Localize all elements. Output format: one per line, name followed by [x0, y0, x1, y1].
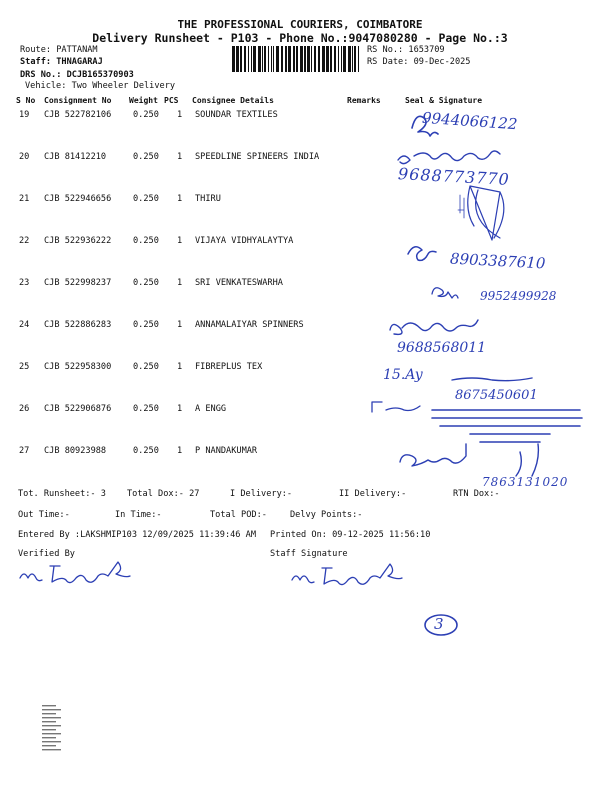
signature-phone: 8675450601	[455, 388, 538, 403]
row-weight: 0.250	[133, 152, 159, 162]
row-pcs: 1	[177, 446, 183, 456]
tot-runsheet: Tot. Runsheet:- 3	[18, 489, 106, 499]
signature-phone: 9944066122	[421, 108, 518, 134]
row-pcs: 1	[177, 404, 183, 414]
small-print-line	[42, 709, 61, 710]
row-sno: 27	[19, 446, 30, 456]
row-sno: 20	[19, 152, 30, 162]
small-print-line	[42, 733, 61, 734]
row-weight: 0.250	[133, 110, 159, 120]
signature-scribble	[398, 151, 500, 164]
signature-scribble	[412, 116, 438, 136]
row-pcs: 1	[177, 110, 183, 120]
row-consignee: SRI VENKATESWARHA	[195, 278, 283, 288]
row-pcs: 1	[177, 362, 183, 372]
row-sno: 25	[19, 362, 30, 372]
verified-signature	[20, 562, 130, 583]
runsheet-subtitle: Delivery Runsheet - P103 - Phone No.:9047080280 - Page No.:3	[92, 31, 508, 45]
total-pod: Total POD:-	[210, 510, 267, 520]
out-time: Out Time:-	[18, 510, 70, 520]
row-consignee: THIRU	[195, 194, 221, 204]
signature-text: 15.Ay	[383, 367, 423, 383]
row-pcs: 1	[177, 236, 183, 246]
signature-scribble	[372, 402, 420, 412]
printed-on: Printed On: 09-12-2025 11:56:10	[270, 530, 431, 540]
rtn-dox: RTN Dox:-	[453, 489, 500, 499]
delvy-points: Delvy Points:-	[290, 510, 363, 520]
row-consignee: SOUNDAR TEXTILES	[195, 110, 278, 120]
row-weight: 0.250	[133, 404, 159, 414]
row-weight: 0.250	[133, 362, 159, 372]
signature-phone: 8903387610	[449, 249, 546, 273]
circled-page-number: 3	[434, 615, 444, 633]
row-weight: 0.250	[133, 236, 159, 246]
row-consignment: CJB 522946656	[44, 194, 112, 204]
small-print-line	[42, 721, 56, 722]
verified-by-label: Verified By	[18, 549, 75, 559]
row-pcs: 1	[177, 278, 183, 288]
total-dox: Total Dox:- 27	[127, 489, 200, 499]
small-print-line	[42, 745, 56, 746]
row-consignment: CJB 80923988	[44, 446, 107, 456]
row-weight: 0.250	[133, 446, 159, 456]
col-consignee: Consignee Details	[192, 96, 274, 105]
drs-number: DRS No.: DCJB165370903	[20, 70, 134, 80]
signature-scribble	[408, 247, 436, 261]
row-sno: 24	[19, 320, 30, 330]
row-pcs: 1	[177, 152, 183, 162]
signature-scribble	[390, 320, 478, 334]
row-consignee: A ENGG	[195, 404, 227, 414]
col-seal-signature: Seal & Signature	[405, 96, 483, 105]
signature-scribble	[468, 186, 504, 240]
small-print-line	[42, 741, 61, 742]
signature-scribble	[452, 378, 532, 381]
row-sno: 23	[19, 278, 30, 288]
row-weight: 0.250	[133, 194, 159, 204]
col-remarks: Remarks	[347, 96, 381, 105]
col-weight: Weight	[129, 96, 158, 105]
row-consignment: CJB 522998237	[44, 278, 112, 288]
staff-signature	[292, 564, 402, 585]
signature-phone: 9688568011	[397, 340, 487, 356]
vehicle-label: Vehicle: Two Wheeler Delivery	[25, 81, 176, 91]
row-sno: 19	[19, 110, 30, 120]
small-print-line	[42, 717, 61, 718]
small-print-line	[42, 705, 56, 706]
small-print-line	[42, 729, 56, 730]
row-consignee: SPEEDLINE SPINEERS INDIA	[195, 152, 320, 162]
small-print-block	[40, 705, 70, 755]
small-print-line	[42, 725, 61, 726]
row-pcs: 1	[177, 194, 183, 204]
entered-by: Entered By :LAKSHMIP103 12/09/2025 11:39:46 AM	[18, 530, 256, 540]
row-consignment: CJB 81412210	[44, 152, 107, 162]
col-pcs: PCS	[164, 96, 179, 105]
row-consignee: VIJAYA VIDHYALAYTYA	[195, 236, 294, 246]
signature-phone: 9688773770	[397, 164, 511, 189]
signature-scribble	[458, 195, 464, 218]
stamp-lines	[432, 410, 582, 442]
row-consignment: CJB 522936222	[44, 236, 112, 246]
signature-scribble	[432, 288, 458, 298]
ii-delivery: II Delivery:-	[339, 489, 407, 499]
in-time: In Time:-	[115, 510, 162, 520]
i-delivery: I Delivery:-	[230, 489, 293, 499]
row-pcs: 1	[177, 320, 183, 330]
row-consignment: CJB 522906876	[44, 404, 112, 414]
route-label: Route: PATTANAM	[20, 45, 98, 55]
staff-signature-label: Staff Signature	[270, 549, 348, 559]
row-sno: 26	[19, 404, 30, 414]
row-weight: 0.250	[133, 278, 159, 288]
signature-scribble	[400, 444, 538, 476]
col-consignment: Consignment No	[44, 96, 112, 105]
company-title: THE PROFESSIONAL COURIERS, COIMBATORE	[177, 18, 423, 31]
row-consignee: P NANDAKUMAR	[195, 446, 258, 456]
small-print-line	[42, 713, 56, 714]
row-consignment: CJB 522886283	[44, 320, 112, 330]
row-sno: 21	[19, 194, 30, 204]
col-sno: S No	[16, 96, 36, 105]
row-consignee: ANNAMALAIYAR SPINNERS	[195, 320, 304, 330]
small-print-line	[42, 737, 56, 738]
row-sno: 22	[19, 236, 30, 246]
row-weight: 0.250	[133, 320, 159, 330]
row-consignment: CJB 522782106	[44, 110, 112, 120]
row-consignee: FIBREPLUS TEX	[195, 362, 263, 372]
small-print-line	[42, 749, 61, 750]
signature-phone: 7863131020	[482, 475, 569, 489]
rs-date: RS Date: 09-Dec-2025	[367, 57, 471, 67]
staff-label: Staff: THNAGARAJ	[20, 57, 103, 67]
rs-number: RS No.: 1653709	[367, 45, 445, 55]
signature-phone: 9952499928	[480, 289, 557, 303]
row-consignment: CJB 522958300	[44, 362, 112, 372]
